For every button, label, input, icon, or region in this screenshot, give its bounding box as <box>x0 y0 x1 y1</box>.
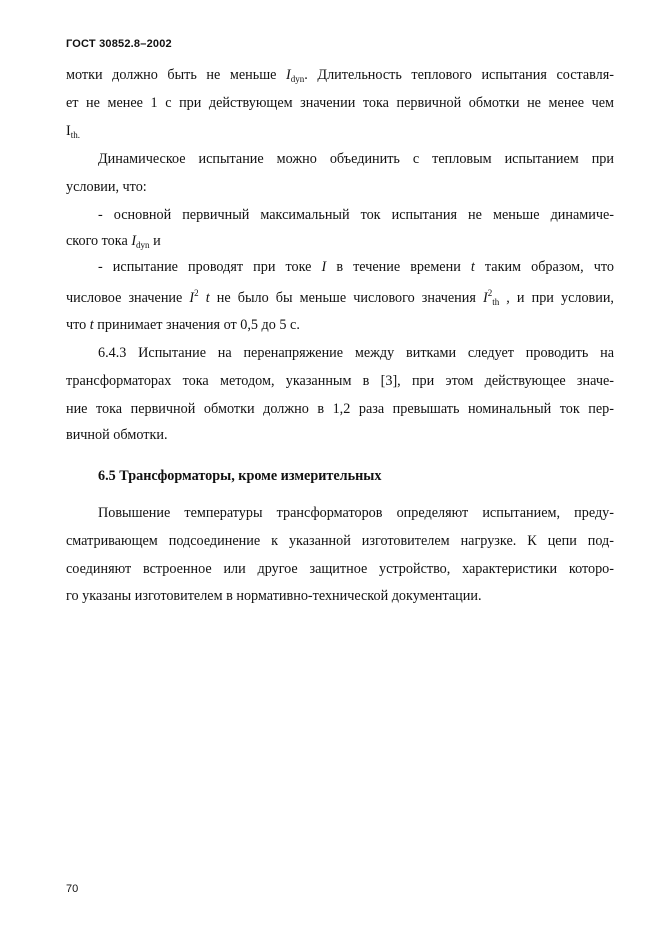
text-fragment: принимает значения от 0,5 до 5 с. <box>93 317 300 333</box>
symbol-current: I <box>131 233 137 249</box>
symbol-time: t <box>205 290 210 306</box>
superscript: 2 <box>487 288 493 298</box>
body-text-line <box>66 67 614 84</box>
body-text-line: Повышение температуры трансформаторов определяют испытанием, преду- <box>98 505 614 521</box>
body-text-line <box>66 123 614 140</box>
text-fragment: , и при условии, <box>499 290 614 306</box>
body-text-line: го указаны изготовителем в нормативно-технической документации. <box>66 588 482 604</box>
text-fragment: числовое значение <box>66 290 190 306</box>
symbol-current: I <box>286 67 291 83</box>
superscript: 2 <box>194 288 199 298</box>
symbol-time: t <box>470 259 475 275</box>
body-text-line <box>98 259 614 276</box>
body-text-line <box>66 288 614 307</box>
text-fragment: и <box>149 233 161 249</box>
text-fragment: таким образом, что <box>474 259 615 275</box>
symbol-current: I <box>482 290 488 306</box>
body-text-line: ет не менее 1 с при действующем значении тока первичной обмотки не менее чем <box>66 95 614 111</box>
body-text-line: соединяют встроенное или другое защитное устройство, характеристики которо- <box>66 561 614 577</box>
text-fragment: - испытание проводят при токе <box>98 259 322 275</box>
body-text-line <box>66 233 614 250</box>
page-number: 70 <box>66 883 79 895</box>
subscript: th. <box>70 130 80 140</box>
body-text-line: ние тока первичной обмотки должно в 1,2 раза превышать номинальный ток пер- <box>66 401 614 417</box>
body-text-line: Динамическое испытание можно объединить с тепловым испытанием при <box>98 151 614 167</box>
subscript: dyn <box>290 74 305 84</box>
body-text-line: сматривающем подсоединение к указанной изготовителем нагрузке. К цепи под- <box>66 533 614 549</box>
text-fragment: . Длительность теплового испытания составля- <box>304 67 614 83</box>
body-text-line: условии, что: <box>66 179 147 195</box>
body-text-line: - основной первичный максимальный ток испытания не меньше динамиче- <box>98 207 614 223</box>
subscript: th <box>492 297 500 307</box>
symbol-time: t <box>89 317 94 333</box>
body-text-line <box>66 317 614 334</box>
symbol-current: I <box>66 123 71 139</box>
section-title: 6.5 Трансформаторы, кроме измерительных <box>98 468 382 484</box>
symbol-current: I <box>189 290 195 306</box>
text-fragment: мотки должно быть не меньше <box>66 67 287 83</box>
text-fragment: что <box>66 317 90 333</box>
text-fragment: не было бы меньше числового значения <box>209 290 483 306</box>
text-fragment: в течение времени <box>326 259 471 275</box>
symbol-current: I <box>321 259 327 275</box>
body-text-line: 6.4.3 Испытание на перенапряжение между витками следует проводить на <box>98 345 614 361</box>
text-fragment: ского тока <box>66 233 132 249</box>
subscript: dyn <box>136 240 150 250</box>
document-header: ГОСТ 30852.8–2002 <box>66 38 172 50</box>
body-text-line: вичной обмотки. <box>66 427 168 443</box>
body-text-line: трансформаторах тока методом, указанным в [3], при этом действующее значе- <box>66 373 614 389</box>
